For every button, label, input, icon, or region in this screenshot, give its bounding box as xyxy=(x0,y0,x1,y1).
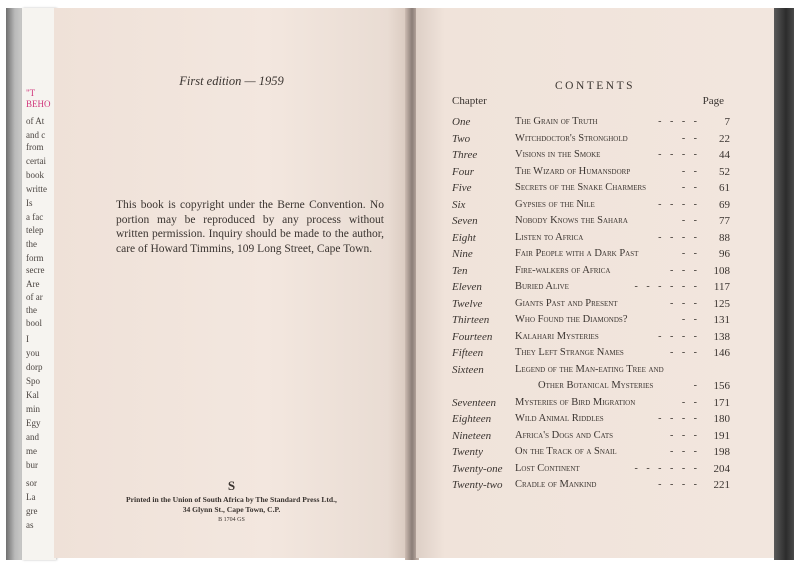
leader-dashes: - - - xyxy=(670,446,700,457)
flap-text-line: me xyxy=(26,446,37,456)
leader-dashes: - - - xyxy=(670,429,700,441)
chapter-title: Witchdoctor's Stronghold xyxy=(515,132,628,144)
imprint-line-2: 34 Glynn St., Cape Town, C.P. xyxy=(182,505,281,514)
chapter-title: Cradle of Mankind xyxy=(515,479,597,490)
chapter-page-number: 191 xyxy=(713,429,730,442)
flap-text-line: La xyxy=(26,492,36,502)
chapter-number: Sixteen xyxy=(452,363,484,376)
chapter-number: Eight xyxy=(452,231,476,244)
flap-text-line: "T xyxy=(26,88,36,98)
flap-text-line: min xyxy=(26,404,41,414)
leader-dashes: - - - - xyxy=(658,231,700,243)
flap-text-line: form xyxy=(26,253,44,263)
chapter-title: The Grain of Truth xyxy=(515,116,598,127)
chapter-page-number: 7 xyxy=(724,116,730,128)
toc-entry xyxy=(452,279,730,296)
chapter-page-number: 198 xyxy=(713,446,730,458)
chapter-number: Two xyxy=(452,132,471,145)
leader-dashes: - - xyxy=(681,165,700,177)
leader-dashes: - - - xyxy=(670,347,700,358)
toc-entry xyxy=(452,477,730,494)
chapter-number: Four xyxy=(452,165,474,178)
chapter-title: Legend of the Man-eating Tree and xyxy=(515,363,664,375)
chapter-title: Kalahari Mysteries xyxy=(515,330,599,342)
leader-dashes: - - - - - - xyxy=(634,462,700,474)
flap-text-line: as xyxy=(26,520,34,530)
toc-entry xyxy=(452,312,730,329)
flap-text-line: writte xyxy=(26,184,47,194)
flap-text-line: Spo xyxy=(26,376,41,386)
chapter-page-number: 117 xyxy=(713,281,730,293)
leader-dashes: - xyxy=(693,380,700,391)
chapter-number: One xyxy=(452,116,471,128)
toc-entry xyxy=(452,246,730,263)
chapter-number: Nine xyxy=(452,248,473,260)
printer-imprint xyxy=(54,495,409,525)
leader-dashes: - - - - xyxy=(658,116,700,127)
chapter-number: Eleven xyxy=(452,281,482,293)
chapter-number: Eighteen xyxy=(452,413,492,425)
flap-text-line: bur xyxy=(26,460,38,470)
chapter-page-number: 88 xyxy=(719,231,730,244)
chapter-number: Twenty-one xyxy=(452,462,503,475)
flap-text-line: book xyxy=(26,170,44,180)
chapter-number: Fourteen xyxy=(452,330,493,343)
leader-dashes: - - - - xyxy=(658,479,700,490)
chapter-page-number: 61 xyxy=(719,182,730,194)
toc-entry xyxy=(452,164,730,181)
contents-title: CONTENTS xyxy=(554,80,636,92)
leader-dashes: - - - - xyxy=(658,198,700,210)
leader-dashes: - - - xyxy=(670,297,700,309)
toc-entry xyxy=(452,395,730,412)
flap-text-line: secre xyxy=(26,265,45,275)
flap-text-line: the xyxy=(26,305,37,315)
flap-text-line: BEHO xyxy=(26,99,51,109)
chapter-title: Listen to Africa xyxy=(515,231,584,243)
imprint-line-1: Printed in the Union of South Africa by The Standard Press Ltd., xyxy=(126,495,337,504)
chapter-title: The Wizard of Humansdorp xyxy=(515,165,631,177)
table-of-contents xyxy=(452,114,730,494)
chapter-title: Wild Animal Riddles xyxy=(515,413,604,424)
chapter-title: Fair People with a Dark Past xyxy=(515,248,639,259)
leader-dashes: - - xyxy=(681,248,700,259)
toc-entry xyxy=(452,362,730,379)
chapter-title: Fire-walkers of Africa xyxy=(515,264,611,276)
chapter-title: Buried Alive xyxy=(515,281,569,292)
toc-entry xyxy=(452,180,730,197)
toc-entry xyxy=(452,263,730,280)
chapter-title: Other Botanical Mysteries xyxy=(538,380,654,391)
leader-dashes: - - xyxy=(681,182,700,193)
flap-text-line: sor xyxy=(26,478,37,488)
flap-text-line: Is xyxy=(26,198,33,208)
chapter-page-number: 125 xyxy=(713,297,730,310)
chapter-page-number: 69 xyxy=(719,198,730,211)
chapter-page-number: 156 xyxy=(713,380,730,392)
left-page xyxy=(54,8,409,558)
toc-entry xyxy=(452,329,730,346)
chapter-title: Nobody Knows the Sahara xyxy=(515,215,628,226)
leader-dashes: - - - - - - xyxy=(634,281,700,292)
chapter-title: Visions in the Smoke xyxy=(515,149,601,160)
chapter-page-number: 180 xyxy=(713,413,730,425)
chapter-title: Lost Continent xyxy=(515,462,580,474)
chapter-page-number: 138 xyxy=(713,330,730,343)
toc-entry xyxy=(452,131,730,148)
flap-text-line: of ar xyxy=(26,292,43,302)
right-cover-edge xyxy=(774,8,794,560)
flap-text-line: of At xyxy=(26,116,45,126)
toc-entry xyxy=(452,230,730,247)
press-logo-icon: S xyxy=(227,478,236,493)
chapter-page-number: 108 xyxy=(713,264,730,277)
toc-entry xyxy=(452,461,730,478)
chapter-number: Ten xyxy=(452,264,468,277)
chapter-title: Secrets of the Snake Charmers xyxy=(515,182,647,193)
imprint-code: B 1704 GS xyxy=(218,517,245,523)
toc-entry xyxy=(452,197,730,214)
flap-text-line: gre xyxy=(26,506,38,516)
chapter-number: Six xyxy=(452,198,466,211)
chapter-number: Five xyxy=(452,182,472,194)
toc-entry xyxy=(452,114,730,131)
chapter-page-number: 204 xyxy=(713,462,730,475)
chapter-number: Twenty xyxy=(452,446,483,458)
copyright-notice: This book is copyright under the Berne Convention. No portion may be reproduced by any process without written permission. Inquiry should be made to the author, care of Howard Timmins, 109 Long Street, Cape Town. xyxy=(116,199,384,255)
chapter-page-number: 77 xyxy=(719,215,730,227)
toc-entry xyxy=(452,345,730,362)
flap-text-line: Egy xyxy=(26,418,41,428)
chapter-page-number: 171 xyxy=(713,396,730,409)
toc-entry xyxy=(452,444,730,461)
chapter-number: Seven xyxy=(452,215,478,227)
chapter-number: Twelve xyxy=(452,297,483,310)
chapter-number: Thirteen xyxy=(452,314,490,326)
chapter-page-number: 131 xyxy=(713,314,730,326)
chapter-number: Twenty-two xyxy=(452,479,503,491)
chapter-page-number: 96 xyxy=(719,248,730,260)
flap-text-line: and c xyxy=(26,130,46,140)
leader-dashes: - - xyxy=(681,215,700,226)
chapter-number: Fifteen xyxy=(452,347,484,359)
flap-text-line: from xyxy=(26,142,44,152)
edition-line: First edition — 1959 xyxy=(179,74,284,88)
leader-dashes: - - xyxy=(681,132,700,144)
chapter-title: Africa's Dogs and Cats xyxy=(515,429,614,441)
chapter-page-number: 221 xyxy=(713,479,730,491)
toc-entry xyxy=(452,147,730,164)
chapter-title: They Left Strange Names xyxy=(515,347,624,358)
flap-text-line: I xyxy=(26,334,29,344)
dust-jacket-flap xyxy=(22,8,56,560)
leader-dashes: - - - - xyxy=(658,413,700,424)
chapter-page-number: 52 xyxy=(719,165,730,178)
toc-entry xyxy=(452,213,730,230)
right-page xyxy=(416,8,774,558)
flap-text-line: bool xyxy=(26,318,43,328)
flap-text-line: the xyxy=(26,239,37,249)
chapter-title: On the Track of a Snail xyxy=(515,446,617,457)
leader-dashes: - - - - xyxy=(658,149,700,160)
chapter-column-header: Chapter xyxy=(452,95,487,107)
chapter-number: Seventeen xyxy=(452,396,496,409)
flap-text-line: and xyxy=(26,432,39,442)
flap-text-line: telep xyxy=(26,225,44,235)
toc-entry xyxy=(452,411,730,428)
flap-text-line: certai xyxy=(26,156,46,166)
flap-text-line: dorp xyxy=(26,362,43,372)
leader-dashes: - - xyxy=(681,314,700,325)
leader-dashes: - - - - xyxy=(658,330,700,342)
chapter-title: Who Found the Diamonds? xyxy=(515,314,628,325)
leader-dashes: - - - xyxy=(670,264,700,276)
chapter-page-number: 44 xyxy=(719,149,730,161)
chapter-title: Gypsies of the Nile xyxy=(515,198,595,210)
leader-dashes: - - xyxy=(681,396,700,408)
flap-text-line: Kal xyxy=(26,390,39,400)
flap-text-line: Are xyxy=(26,279,40,289)
page-column-header: Page xyxy=(702,95,724,107)
flap-text-line: a fac xyxy=(26,212,44,222)
toc-entry xyxy=(452,296,730,313)
chapter-page-number: 22 xyxy=(719,132,730,145)
chapter-page-number: 146 xyxy=(713,347,730,359)
toc-entry xyxy=(452,428,730,445)
toc-entry xyxy=(452,378,730,395)
chapter-title: Giants Past and Present xyxy=(515,297,618,309)
chapter-title: Mysteries of Bird Migration xyxy=(515,396,636,408)
chapter-number: Three xyxy=(452,149,478,161)
flap-text-line: you xyxy=(26,348,40,358)
chapter-number: Nineteen xyxy=(452,429,492,442)
